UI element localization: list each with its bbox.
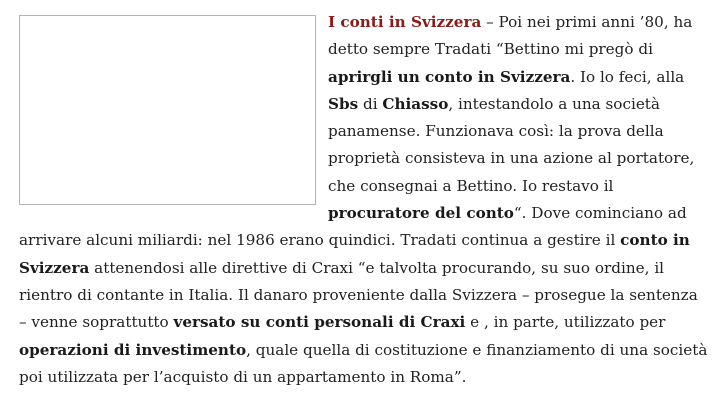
text-segment: attenendosi alle direttive di Craxi “e talvolta procurando, su suo ordine, il rientro di contante in Italia. Il danaro proveniente dalla Svizzera – prosegue la sentenza – venne soprattutto [19, 258, 698, 332]
bold-phrase: conto in Svizzera [19, 231, 690, 277]
section-heading: I conti in Svizzera [328, 13, 482, 31]
text-segment: di [358, 94, 383, 113]
text-segment: “. Dove cominciano ad arrivare alcuni miliardi: nel 1986 erano quindici. Tradati continua a gestire il [19, 204, 687, 250]
bold-phrase: procuratore del conto [328, 204, 514, 223]
text-segment: . Io lo feci, alla [570, 67, 685, 86]
article-image[interactable] [19, 15, 316, 205]
text-segment: , intestandolo a una società panamense. Funzionava così: la prova della proprietà consisteva in una azione al portatore, che consegnai a Bettino. Io restavo il [328, 94, 695, 195]
article-body [19, 9, 709, 391]
bold-phrase: Sbs [328, 94, 359, 113]
bold-phrase: Chiasso [382, 94, 449, 113]
text-segment: , quale quella di costituzione e finanziamento di una società poi utilizzata per l’acquisto di un appartamento in Roma”. [19, 340, 708, 386]
text-segment: e , in parte, utilizzato per [465, 313, 666, 332]
bold-phrase: aprirgli un conto in Svizzera [328, 67, 571, 86]
text-segment: – Poi nei primi anni ’80, ha detto sempre Tradati “Bettino mi pregò di [328, 13, 693, 59]
bold-phrase: operazioni di investimento [19, 340, 247, 359]
bold-phrase: versato su conti personali di Craxi [173, 313, 466, 332]
